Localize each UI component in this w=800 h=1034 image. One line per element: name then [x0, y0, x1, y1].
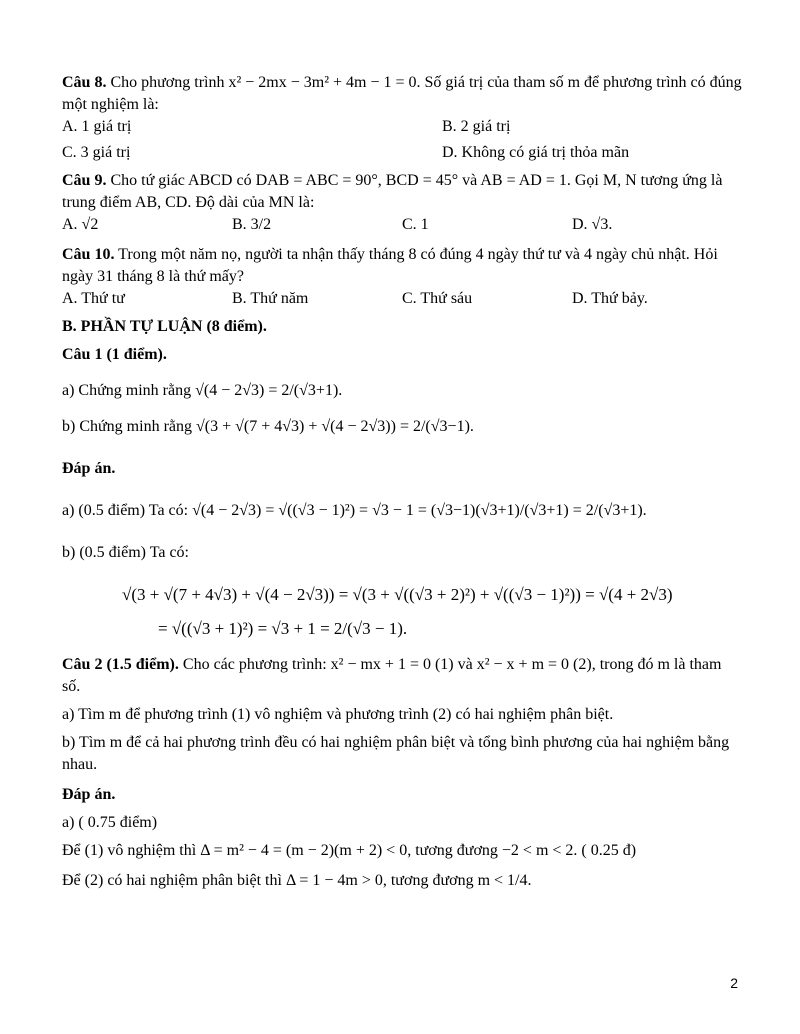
q9-option-c: C. 1 — [402, 216, 429, 233]
question-8-options-row1 — [62, 116, 742, 138]
problem-1-answer-heading: Đáp án. — [62, 460, 116, 477]
q10-option-b: B. Thứ năm — [232, 290, 309, 307]
q8-option-d: D. Không có giá trị thỏa mãn — [442, 144, 630, 161]
problem-2-answer-a-1: Để (1) vô nghiệm thì Δ = m² − 4 = (m − 2)(m + 2) < 0, tương đương −2 < m < 2. ( 0.25 đ) — [62, 842, 637, 859]
question-9 — [62, 170, 742, 214]
q8-option-a: A. 1 giá trị — [62, 118, 132, 135]
problem-2-part-a: a) Tìm m để phương trình (1) vô nghiệm và phương trình (2) có hai nghiệm phân biệt. — [62, 706, 614, 723]
q9-option-d: D. √3. — [572, 216, 613, 233]
section-b-heading: B. PHẦN TỰ LUẬN (8 điểm). — [62, 318, 267, 335]
question-8-options-row2 — [62, 142, 742, 164]
q10-option-d: D. Thứ bảy. — [572, 290, 648, 307]
problem-1-heading: Câu 1 (1 điểm). — [62, 346, 167, 363]
question-10-label: Câu 10. — [62, 246, 115, 263]
question-10-text: Trong một năm nọ, người ta nhận thấy tháng 8 có đúng 4 ngày thứ tư và 4 ngày chủ nhật. Hỏi ngày 31 tháng 8 là thứ mấy? — [62, 246, 718, 285]
problem-2-answer-heading: Đáp án. — [62, 786, 116, 803]
question-9-options — [62, 214, 742, 236]
question-8 — [62, 72, 742, 116]
problem-1-answer-a: a) (0.5 điểm) Ta có: √(4 − 2√3) = √((√3 − 1)²) = √3 − 1 = (√3−1)(√3+1)/(√3+1) = 2/(√3+1). — [62, 502, 647, 519]
q10-option-c: C. Thứ sáu — [402, 290, 473, 307]
problem-1-part-b: b) Chứng minh rằng √(3 + √(7 + 4√3) + √(4 − 2√3)) = 2/(√3−1). — [62, 418, 474, 435]
question-9-label: Câu 9. — [62, 172, 107, 189]
q10-option-a: A. Thứ tư — [62, 290, 125, 307]
document-page — [62, 72, 742, 892]
problem-2 — [62, 654, 742, 698]
problem-2-label: Câu 2 (1.5 điểm). — [62, 656, 179, 673]
equation-line-2: = √((√3 + 1)²) = √3 + 1 = 2/(√3 − 1). — [158, 619, 408, 638]
q8-option-b: B. 2 giá trị — [442, 118, 511, 135]
question-8-text: Cho phương trình x² − 2mx − 3m² + 4m − 1 = 0. Số giá trị của tham số m để phương trình có đúng một nghiệm là: — [62, 74, 742, 113]
problem-2-part-b: b) Tìm m để cả hai phương trình đều có hai nghiệm phân biệt và tổng bình phương của hai nghiệm bằng nhau. — [62, 734, 730, 773]
question-10 — [62, 244, 742, 288]
q9-option-a: A. √2 — [62, 216, 99, 233]
equation-line-1: √(3 + √(7 + 4√3) + √(4 − 2√3)) = √(3 + √((√3 + 2)²) + √((√3 − 1)²)) = √(4 + 2√3) — [122, 585, 673, 604]
question-9-text: Cho tứ giác ABCD có DAB = ABC = 90°, BCD = 45° và AB = AD = 1. Gọi M, N tương ứng là trung điểm AB, CD. Độ dài của MN là: — [62, 172, 723, 211]
problem-2-answer-a-2: Để (2) có hai nghiệm phân biệt thì Δ = 1 − 4m > 0, tương đương m < 1/4. — [62, 872, 532, 889]
problem-2-answer-a-head: a) ( 0.75 điểm) — [62, 814, 158, 831]
question-8-label: Câu 8. — [62, 74, 107, 91]
problem-1-answer-b-equations — [122, 578, 742, 646]
q8-option-c: C. 3 giá trị — [62, 144, 131, 161]
problem-1-part-a: a) Chứng minh rằng √(4 − 2√3) = 2/(√3+1). — [62, 382, 343, 399]
problem-2-text: Cho các phương trình: x² − mx + 1 = 0 (1) và x² − x + m = 0 (2), trong đó m là tham số. — [62, 656, 722, 695]
question-10-options — [62, 288, 742, 310]
page-number: 2 — [730, 975, 738, 991]
problem-1-answer-b-intro: b) (0.5 điểm) Ta có: — [62, 544, 189, 561]
q9-option-b: B. 3/2 — [232, 216, 272, 233]
